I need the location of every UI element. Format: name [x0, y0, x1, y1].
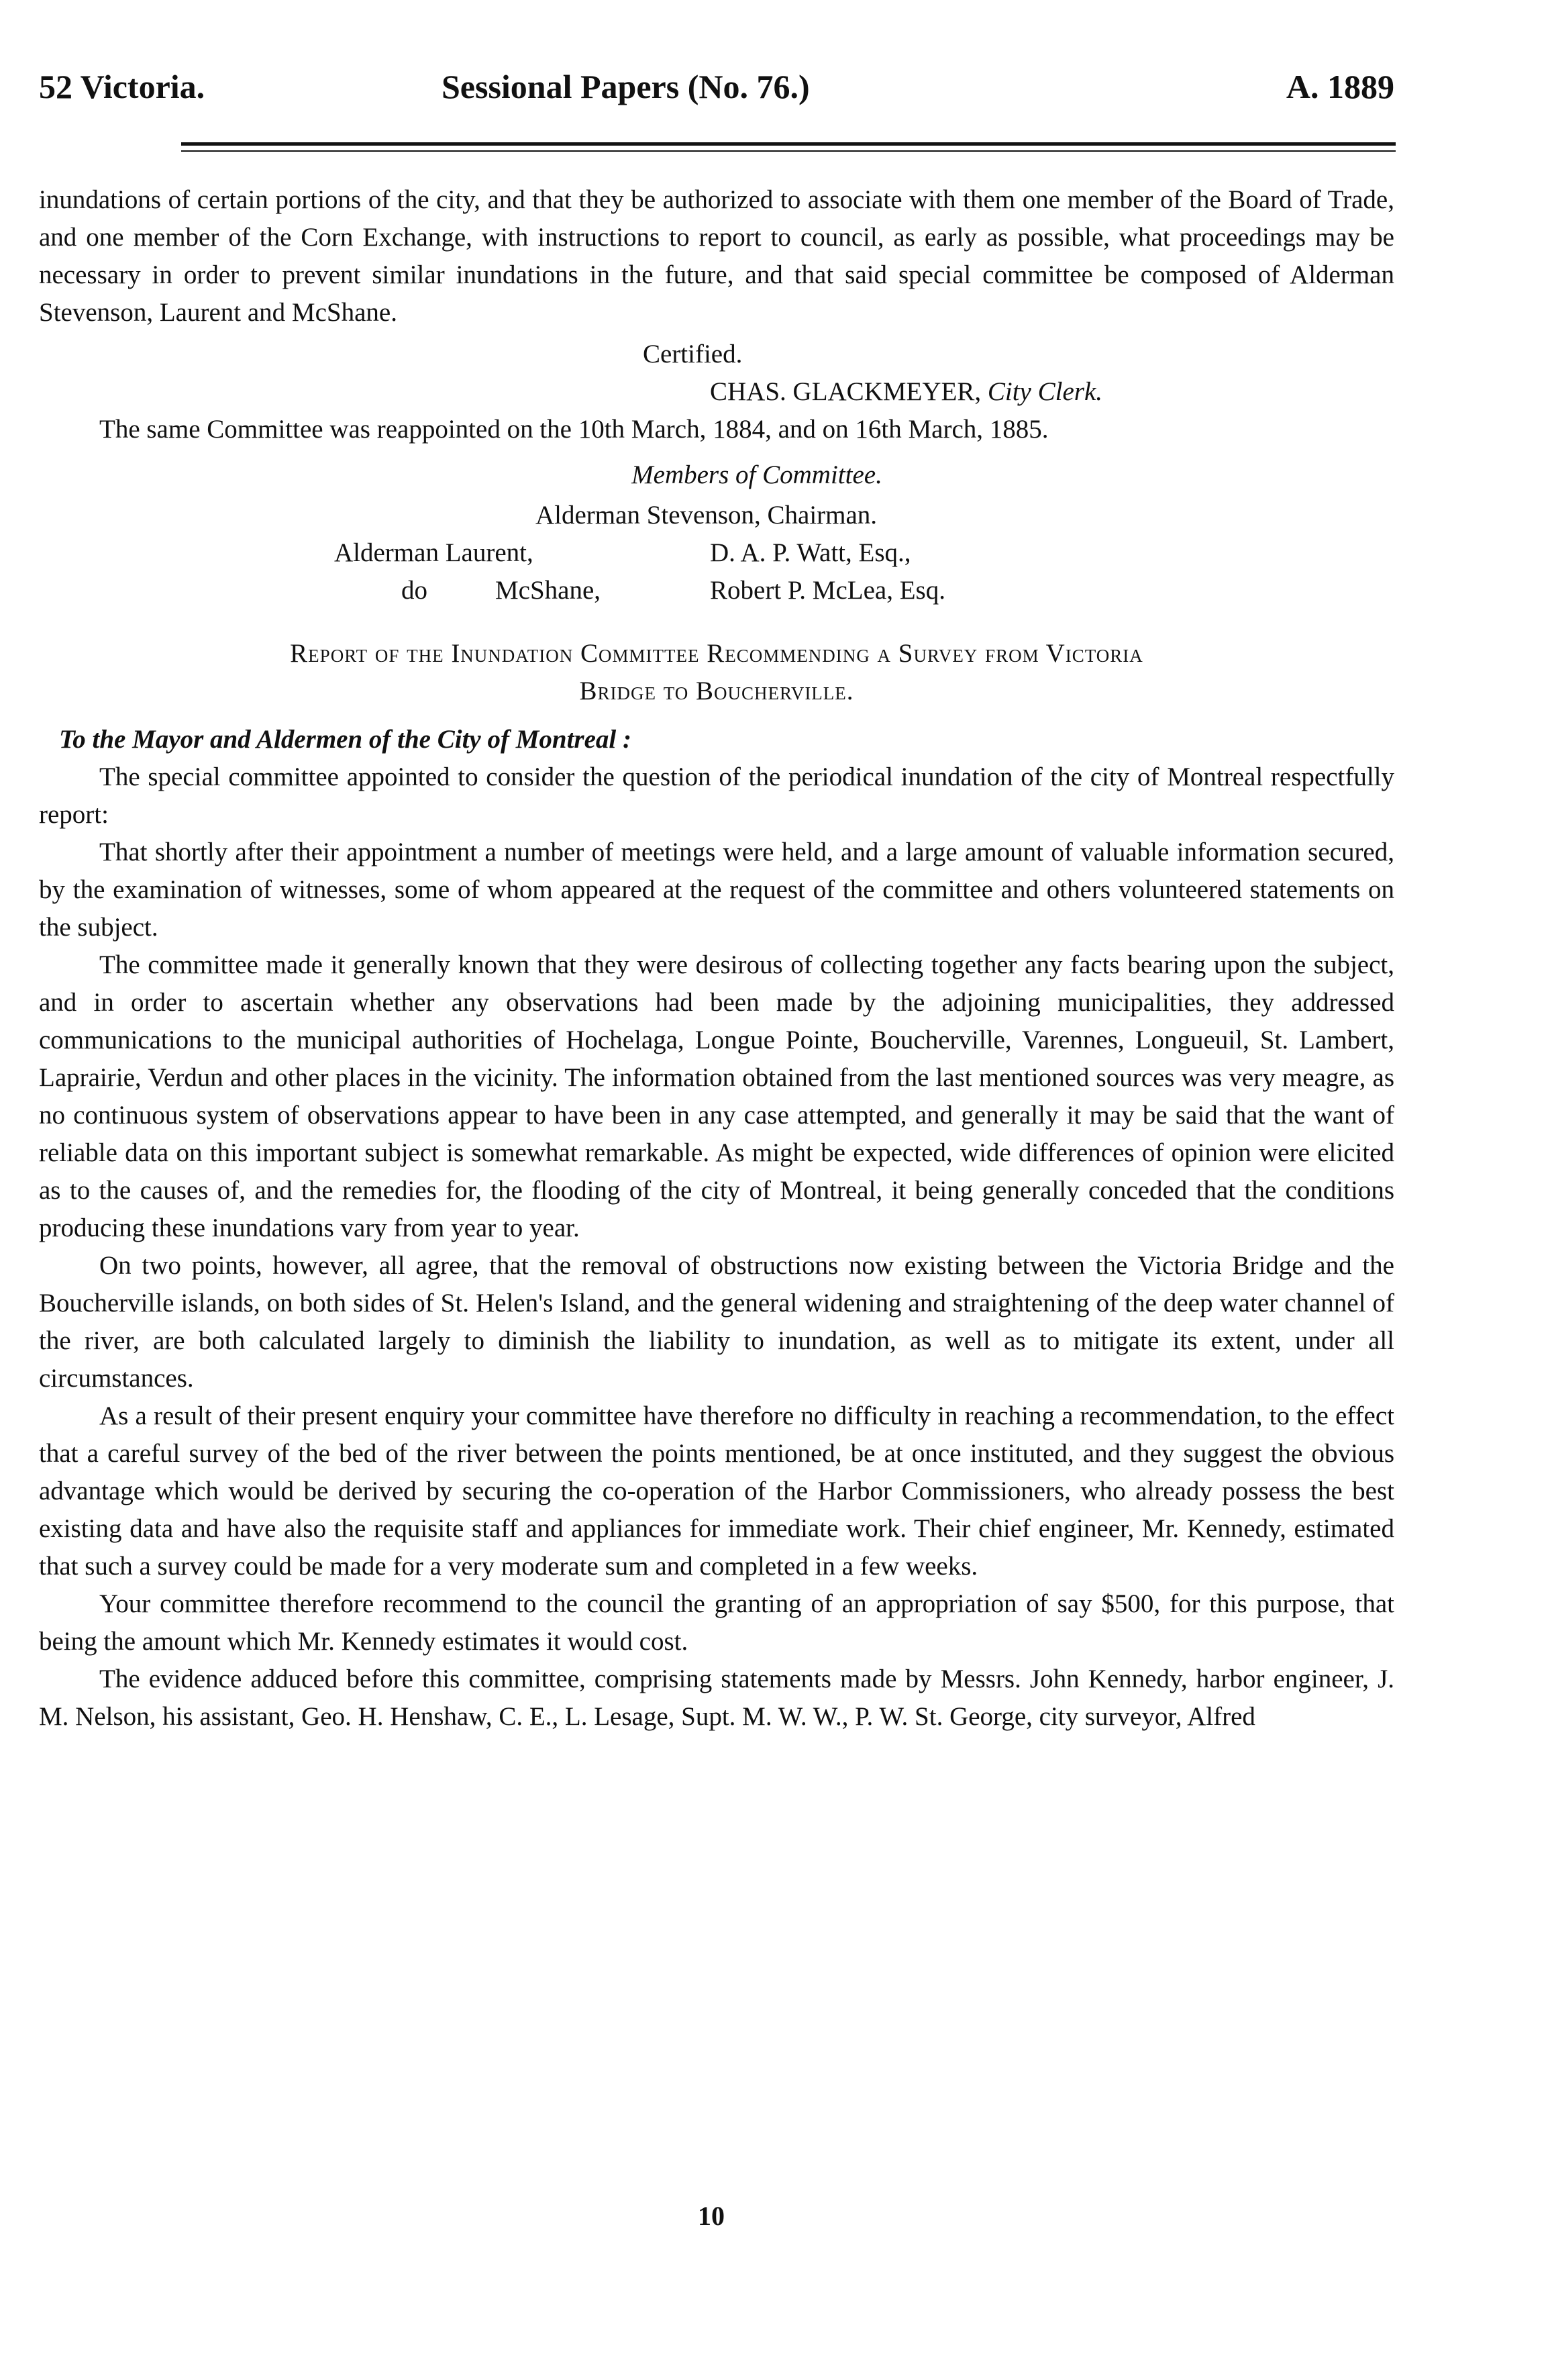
header-title: Sessional Papers (No. 76.)	[442, 68, 810, 105]
resolution-paragraph: inundations of certain portions of the city, and that they be authorized to associate with them one member of the Board of Trade, and one member of the Corn Exchange, with instructions to report to council, as early as possible, what proceedings may be necessary in order to prevent similar inundations in the future, and that said special committee be composed of Alderman Stevenson, Laurent and McShane.	[39, 185, 1394, 327]
report-paragraph: The special committee appointed to consider the question of the periodical inundation of the city of Montreal respectfully report:	[39, 762, 1394, 829]
report-paragraph: Your committee therefore recommend to the council the granting of an appropriation of say $500, for this purpose, that being the amount which Mr. Kennedy estimates it would cost.	[39, 1589, 1394, 1656]
report-paragraph: That shortly after their appointment a number of meetings were held, and a large amount of valuable information secured, by the examination of witnesses, some of whom appeared at the request of the committee and others volunteered statements on the subject.	[39, 838, 1394, 942]
members-list	[39, 497, 1394, 611]
members-heading: Members of Committee.	[631, 460, 882, 489]
member-mcshane: McShane,	[495, 576, 601, 605]
header-year: A. 1889	[1286, 68, 1394, 105]
running-header	[39, 67, 1394, 114]
reappointment-paragraph: The same Committee was reappointed on the 10th March, 1884, and on 16th March, 1885.	[99, 415, 1049, 444]
certified-label: Certified.	[643, 340, 743, 368]
report-paragraph: On two points, however, all agree, that the removal of obstructions now existing between the Victoria Bridge and the Boucherville islands, on both sides of St. Helen's Island, and the general widening and straightening of the deep water channel of the river, are both calculated largely to diminish the liability to inundation, as well as to mitigate its extent, under all circumstances.	[39, 1251, 1394, 1393]
clerk-signature	[710, 373, 1394, 411]
report-paragraph: The committee made it generally known that they were desirous of collecting together any facts bearing upon the subject, and in order to ascertain whether any observations had been made by the adjoining municipalities, they addressed communications to the municipal authorities of Hochelaga, Longue Pointe, Boucherville, Varennes, Longueuil, St. Lambert, Laprairie, Verdun and other places in the vicinity. The information obtained from the last mentioned sources was very meagre, as no continuous system of observations appear to have been in any case attempted, and generally it may be said that the want of reliable data on this important subject is somewhat remarkable. As might be expected, wide differences of opinion were elicited as to the causes of, and the remedies for, the flooding of the city of Montreal, it being generally conceded that the conditions producing these inundations vary from year to year.	[39, 950, 1394, 1242]
report-heading-line2: Bridge to Boucherville.	[579, 677, 854, 705]
member-mclea: Robert P. McLea, Esq.	[710, 576, 945, 605]
header-volume: 52 Victoria.	[39, 68, 205, 105]
main-text	[39, 181, 1394, 1736]
member-laurent: Alderman Laurent,	[334, 538, 533, 567]
report-paragraph: The evidence adduced before this committee, comprising statements made by Messrs. John Kennedy, harbor engineer, J. M. Nelson, his assistant, Geo. H. Henshaw, C. E., L. Lesage, Supt. M. W. W., P. W. St. George, city surveyor, Alfred	[39, 1665, 1394, 1731]
member-ditto: do	[401, 576, 427, 605]
clerk-name: CHAS. GLACKMEYER,	[710, 377, 982, 406]
clerk-title: City Clerk.	[987, 377, 1103, 406]
member-watt: D. A. P. Watt, Esq.,	[710, 538, 911, 567]
report-heading	[39, 635, 1394, 710]
header-rule-thick	[181, 142, 1396, 146]
header-rule-thin	[181, 150, 1396, 152]
page-number: 10	[698, 2201, 725, 2231]
report-heading-line1: Report of the Inundation Committee Recommending a Survey from Victoria	[290, 639, 1143, 668]
member-chair: Alderman Stevenson, Chairman.	[535, 501, 878, 530]
report-paragraph: As a result of their present enquiry your committee have therefore no difficulty in reaching a recommendation, to the effect that a careful survey of the bed of the river between the points mentioned, be at once instituted, and they suggest the obvious advantage which would be derived by securing the co-operation of the Harbor Commissioners, who already possess the best existing data and have also the requisite staff and appliances for immediate work. Their chief engineer, Mr. Kennedy, estimated that such a survey could be made for a very moderate sum and completed in a few weeks.	[39, 1401, 1394, 1581]
salutation: To the Mayor and Aldermen of the City of Montreal :	[59, 725, 631, 754]
